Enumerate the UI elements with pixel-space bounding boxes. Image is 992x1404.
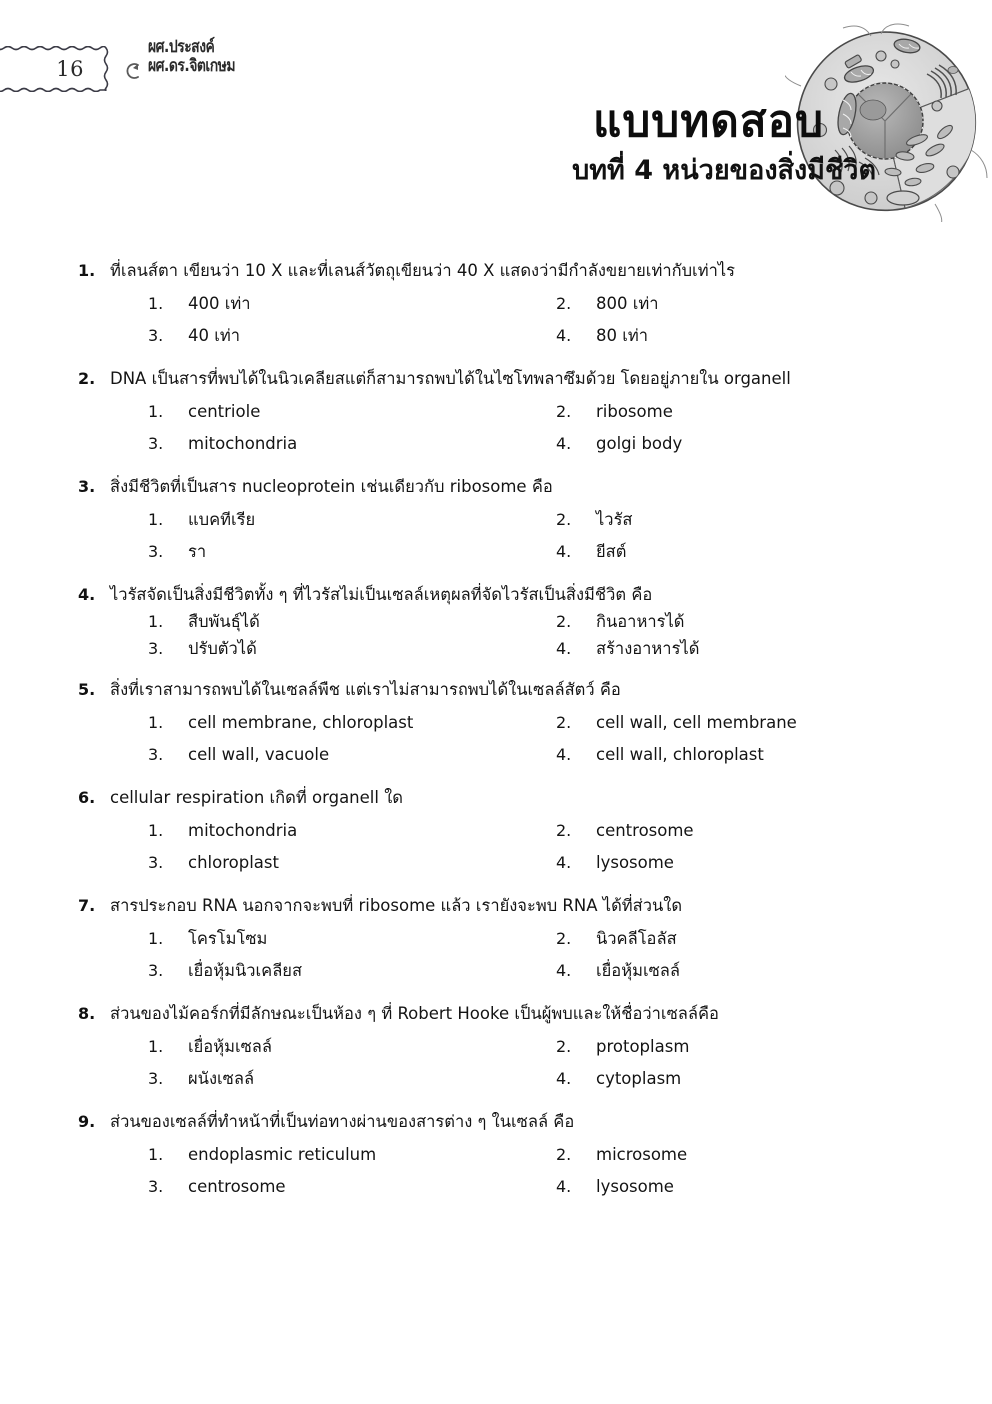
question [0, 366, 992, 458]
answer-option[interactable] [556, 817, 694, 845]
answer-option[interactable] [148, 849, 556, 877]
page-number: 16 [56, 57, 84, 81]
question-head [0, 1001, 992, 1027]
option-row [0, 709, 992, 737]
option-row [0, 741, 992, 769]
option-label: golgi body [596, 434, 683, 453]
option-number: 3. [148, 434, 164, 453]
answer-option[interactable] [556, 430, 682, 458]
option-group [0, 506, 992, 566]
option-label: cytoplasm [596, 1069, 682, 1088]
option-number: 2. [556, 510, 572, 529]
answer-option[interactable] [556, 1141, 687, 1169]
option-label: กินอาหารได้ [596, 612, 685, 631]
option-number: 3. [148, 639, 164, 658]
question-head [0, 785, 992, 811]
page-title: แบบทดสอบ [592, 96, 824, 147]
option-number: 4. [556, 853, 572, 872]
option-number: 1. [148, 612, 164, 631]
option-number: 4. [556, 961, 572, 980]
option-number: 1. [148, 510, 164, 529]
option-number: 4. [556, 639, 572, 658]
question-text: ส่วนของเซลล์ที่ทำหน้าที่เป็นท่อทางผ่านของสารต่าง ๆ ในเซลล์ คือ [110, 1112, 575, 1131]
option-number: 4. [556, 745, 572, 764]
question-number: 9. [78, 1112, 96, 1131]
option-number: 2. [556, 713, 572, 732]
option-group [0, 1141, 992, 1201]
option-row [0, 636, 992, 661]
option-number: 3. [148, 1069, 164, 1088]
option-number: 2. [556, 1037, 572, 1056]
answer-option[interactable] [148, 817, 556, 845]
option-group [0, 609, 992, 661]
option-number: 3. [148, 745, 164, 764]
option-label: lysosome [596, 853, 674, 872]
question [0, 785, 992, 877]
answer-option[interactable] [148, 957, 556, 985]
answer-option[interactable] [148, 1065, 556, 1093]
answer-option[interactable] [148, 538, 556, 566]
option-row [0, 925, 992, 953]
option-label: แบคทีเรีย [188, 510, 256, 529]
option-number: 1. [148, 821, 164, 840]
question-number: 2. [78, 369, 96, 388]
option-number: 1. [148, 294, 164, 313]
answer-option[interactable] [556, 849, 674, 877]
option-number: 2. [556, 402, 572, 421]
option-label: เยื่อหุ้มเซลล์ [596, 961, 681, 980]
answer-option[interactable] [148, 1141, 556, 1169]
question-number: 3. [78, 477, 96, 496]
question-text: ที่เลนส์ตา เขียนว่า 10 X และที่เลนส์วัตถุเขียนว่า 40 X แสดงว่ามีกำลังขยายเท่ากับเท่าไร [110, 261, 735, 280]
question-number: 7. [78, 896, 96, 915]
answer-option[interactable] [148, 506, 556, 534]
option-row [0, 322, 992, 350]
page-number-tab [0, 46, 116, 92]
answer-option[interactable] [556, 398, 673, 426]
option-row [0, 290, 992, 318]
option-label: ยีสต์ [596, 542, 627, 561]
option-label: ไวรัส [596, 510, 633, 529]
answer-option[interactable] [148, 290, 556, 318]
option-number: 4. [556, 1069, 572, 1088]
answer-option[interactable] [148, 322, 556, 350]
option-number: 3. [148, 542, 164, 561]
option-number: 1. [148, 1145, 164, 1164]
answer-option[interactable] [556, 1065, 681, 1093]
page-header [0, 0, 992, 240]
option-label: chloroplast [188, 853, 279, 872]
question-head [0, 893, 992, 919]
option-label: 400 เท่า [188, 294, 251, 313]
option-number: 4. [556, 326, 572, 345]
answer-option[interactable] [148, 1033, 556, 1061]
question-text: DNA เป็นสารที่พบได้ในนิวเคลียสแต่ก็สามารถพบได้ในไซโทพลาซึมด้วย โดยอยู่ภายใน organell [110, 369, 791, 388]
option-number: 4. [556, 1177, 572, 1196]
option-label: endoplasmic reticulum [188, 1145, 377, 1164]
option-label: 800 เท่า [596, 294, 659, 313]
option-row [0, 1065, 992, 1093]
question-head [0, 1109, 992, 1135]
option-number: 2. [556, 612, 572, 631]
option-row [0, 1141, 992, 1169]
answer-option[interactable] [148, 925, 556, 953]
question [0, 258, 992, 350]
option-label: mitochondria [188, 821, 298, 840]
answer-option[interactable] [556, 925, 677, 953]
question [0, 893, 992, 985]
question-number: 8. [78, 1004, 96, 1023]
option-label: lysosome [596, 1177, 674, 1196]
option-row [0, 957, 992, 985]
option-row [0, 817, 992, 845]
answer-option[interactable] [556, 1173, 674, 1201]
option-number: 1. [148, 929, 164, 948]
option-label: สืบพันธุ์ได้ [188, 612, 260, 631]
option-group [0, 817, 992, 877]
option-group [0, 290, 992, 350]
question-head [0, 258, 992, 284]
option-number: 2. [556, 1145, 572, 1164]
question [0, 1001, 992, 1093]
option-number: 2. [556, 294, 572, 313]
option-group [0, 925, 992, 985]
question-head [0, 677, 992, 703]
question-text: cellular respiration เกิดที่ organell ใด [110, 788, 403, 807]
option-row [0, 849, 992, 877]
question-text: สิ่งที่เราสามารถพบได้ในเซลล์พืช แต่เราไม่สามารถพบได้ในเซลล์สัตว์ คือ [110, 680, 621, 699]
option-number: 1. [148, 1037, 164, 1056]
option-number: 4. [556, 434, 572, 453]
answer-option[interactable] [148, 398, 556, 426]
question-text: สารประกอบ RNA นอกจากจะพบที่ ribosome แล้ว เรายังจะพบ RNA ได้ที่ส่วนใด [110, 896, 683, 915]
question-text: ส่วนของไม้คอร์กที่มีลักษณะเป็นห้อง ๆ ที่ Robert Hooke เป็นผู้พบและให้ชื่อว่าเซลล์คือ [110, 1004, 719, 1023]
option-label: protoplasm [596, 1037, 690, 1056]
option-label: 80 เท่า [596, 326, 649, 345]
answer-option[interactable] [148, 430, 556, 458]
option-number: 3. [148, 326, 164, 345]
question-number: 4. [78, 585, 96, 604]
option-label: ปรับตัวได้ [188, 639, 257, 658]
option-number: 4. [556, 542, 572, 561]
answer-option[interactable] [556, 741, 764, 769]
option-label: mitochondria [188, 434, 298, 453]
question-number: 6. [78, 788, 96, 807]
question [0, 582, 992, 661]
answer-option[interactable] [556, 322, 648, 350]
question-head [0, 582, 992, 608]
option-row [0, 398, 992, 426]
question-number: 1. [78, 261, 96, 280]
heading-block [572, 96, 876, 188]
question [0, 677, 992, 769]
option-label: สร้างอาหารได้ [596, 639, 700, 658]
answer-option[interactable] [148, 741, 556, 769]
author-line-2: ผศ.ดร.จิตเกษม [148, 56, 236, 77]
option-label: centrosome [596, 821, 694, 840]
answer-option[interactable] [148, 709, 556, 737]
option-row [0, 430, 992, 458]
option-label: เยื่อหุ้มเซลล์ [188, 1037, 273, 1056]
question-head [0, 474, 992, 500]
question-text: ไวรัสจัดเป็นสิ่งมีชีวิตทั้ง ๆ ที่ไวรัสไม่เป็นเซลล์เหตุผลที่จัดไวรัสเป็นสิ่งมีชีวิต คือ [110, 585, 653, 604]
answer-option[interactable] [556, 609, 684, 634]
author-block [148, 38, 254, 76]
option-number: 1. [148, 402, 164, 421]
answer-option[interactable] [556, 1033, 689, 1061]
question-head [0, 366, 992, 392]
option-number: 3. [148, 1177, 164, 1196]
answer-option[interactable] [556, 957, 680, 985]
option-label: centrosome [188, 1177, 286, 1196]
answer-option[interactable] [556, 290, 659, 318]
answer-option[interactable] [148, 1173, 556, 1201]
option-number: 3. [148, 853, 164, 872]
option-label: cell wall, vacuole [188, 745, 330, 764]
answer-option[interactable] [148, 636, 556, 661]
option-label: เยื่อหุ้มนิวเคลียส [188, 961, 303, 980]
option-number: 1. [148, 713, 164, 732]
option-row [0, 538, 992, 566]
option-label: cell wall, chloroplast [596, 745, 764, 764]
option-label: 40 เท่า [188, 326, 241, 345]
question [0, 474, 992, 566]
page-subtitle: บทที่ 4 หน่วยของสิ่งมีชีวิต [572, 155, 876, 186]
answer-option[interactable] [556, 709, 797, 737]
option-label: รา [188, 542, 207, 561]
option-label: นิวคลีโอลัส [596, 929, 677, 948]
option-row [0, 1173, 992, 1201]
option-label: โครโมโซม [188, 929, 268, 948]
option-number: 2. [556, 929, 572, 948]
option-label: ผนังเซลล์ [188, 1069, 255, 1088]
answer-option[interactable] [556, 636, 699, 661]
question-number: 5. [78, 680, 96, 699]
option-row [0, 1033, 992, 1061]
option-label: centriole [188, 402, 261, 421]
option-number: 3. [148, 961, 164, 980]
option-number: 2. [556, 821, 572, 840]
option-group [0, 709, 992, 769]
option-row [0, 506, 992, 534]
question [0, 1109, 992, 1201]
option-label: microsome [596, 1145, 688, 1164]
answer-option[interactable] [556, 506, 633, 534]
question-list [0, 258, 992, 1217]
curl-arrow-icon [122, 60, 144, 82]
option-row [0, 609, 992, 634]
question-text: สิ่งมีชีวิตที่เป็นสาร nucleoprotein เช่นเดียวกับ ribosome คือ [110, 477, 553, 496]
option-label: ribosome [596, 402, 673, 421]
option-label: cell wall, cell membrane [596, 713, 797, 732]
answer-option[interactable] [556, 538, 626, 566]
author-line-1: ผศ.ประสงค์ [148, 37, 215, 57]
option-group [0, 398, 992, 458]
answer-option[interactable] [148, 609, 556, 634]
option-label: cell membrane, chloroplast [188, 713, 414, 732]
option-group [0, 1033, 992, 1093]
